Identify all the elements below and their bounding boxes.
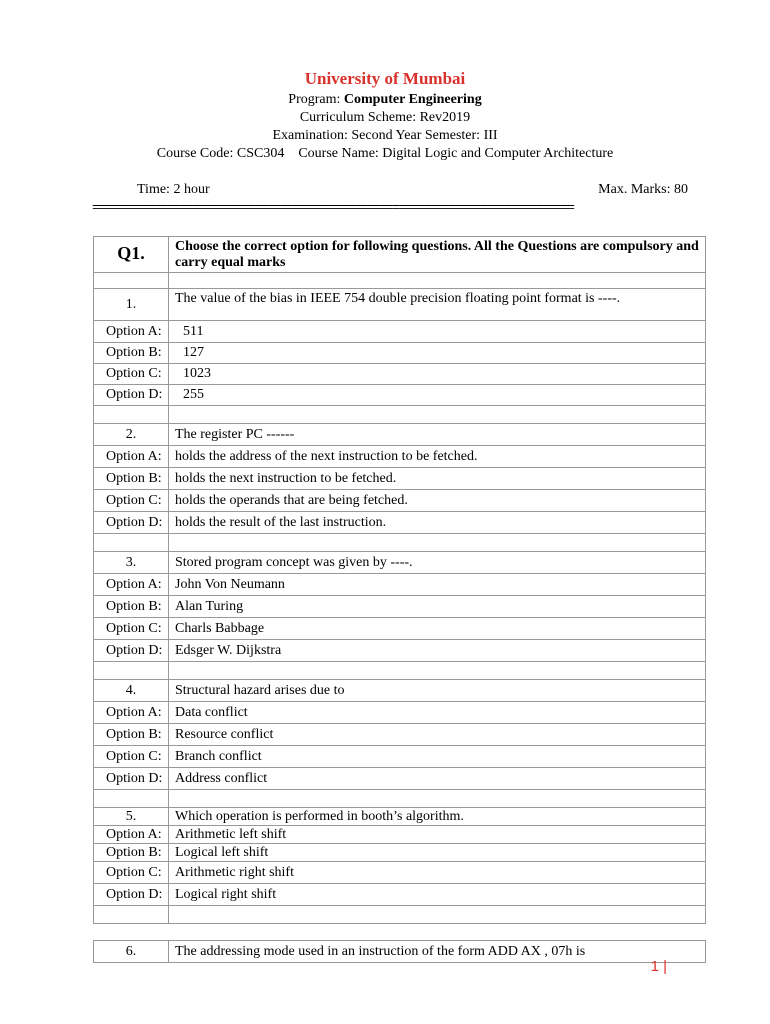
option-text: Logical right shift bbox=[169, 884, 706, 906]
option-row bbox=[94, 490, 706, 512]
exam-time: Time: 2 hour bbox=[137, 182, 210, 197]
option-label: Option D: bbox=[94, 640, 169, 662]
q1-instruction: Choose the correct option for following questions. All the Questions are compulsory and carry equal marks bbox=[169, 237, 706, 273]
option-label: Option B: bbox=[94, 343, 169, 364]
option-label: Option C: bbox=[94, 618, 169, 640]
curriculum-scheme: Curriculum Scheme: Rev2019 bbox=[299, 110, 471, 125]
course-line: Course Code: CSC304 Course Name: Digital Logic and Computer Architecture bbox=[156, 146, 614, 161]
option-text: Resource conflict bbox=[169, 724, 706, 746]
option-row bbox=[94, 884, 706, 906]
question-number: 6. bbox=[94, 941, 169, 963]
university-title: University of Mumbai bbox=[304, 69, 466, 88]
option-label: Option B: bbox=[94, 596, 169, 618]
option-label: Option B: bbox=[94, 844, 169, 862]
option-text: Arithmetic left shift bbox=[169, 826, 706, 844]
option-text: 511 bbox=[169, 321, 706, 343]
option-row bbox=[94, 385, 706, 406]
option-text: Address conflict bbox=[169, 768, 706, 790]
option-text: holds the operands that are being fetched. bbox=[169, 490, 706, 512]
option-label: Option A: bbox=[94, 446, 169, 468]
option-text: Data conflict bbox=[169, 702, 706, 724]
option-label: Option B: bbox=[94, 468, 169, 490]
question-number: 2. bbox=[94, 424, 169, 446]
spacer-row bbox=[94, 534, 706, 552]
option-label: Option A: bbox=[94, 321, 169, 343]
option-row bbox=[94, 826, 706, 844]
question-text: The addressing mode used in an instruction of the form ADD AX , 07h is bbox=[169, 941, 706, 963]
option-label: Option D: bbox=[94, 884, 169, 906]
option-label: Option D: bbox=[94, 385, 169, 406]
question-number: 5. bbox=[94, 808, 169, 826]
spacer-row bbox=[94, 406, 706, 424]
examination-line: Examination: Second Year Semester: III bbox=[272, 128, 498, 143]
question-text: Which operation is performed in booth’s algorithm. bbox=[169, 808, 706, 826]
option-label: Option C: bbox=[94, 746, 169, 768]
option-row bbox=[94, 364, 706, 385]
option-label: Option B: bbox=[94, 724, 169, 746]
option-row bbox=[94, 468, 706, 490]
option-row bbox=[94, 574, 706, 596]
option-row bbox=[94, 862, 706, 884]
question-row bbox=[94, 808, 706, 826]
question-number: 4. bbox=[94, 680, 169, 702]
option-text: Alan Turing bbox=[169, 596, 706, 618]
question-text: The register PC ------ bbox=[169, 424, 706, 446]
option-row bbox=[94, 512, 706, 534]
option-row bbox=[94, 702, 706, 724]
option-text: Edsger W. Dijkstra bbox=[169, 640, 706, 662]
page-number: 1 | bbox=[650, 958, 667, 975]
spacer-row bbox=[94, 273, 706, 289]
option-text: Arithmetic right shift bbox=[169, 862, 706, 884]
option-row bbox=[94, 343, 706, 364]
option-text: Logical left shift bbox=[169, 844, 706, 862]
option-row bbox=[94, 844, 706, 862]
questions-table bbox=[93, 236, 706, 924]
spacer-row bbox=[94, 906, 706, 924]
option-text: 255 bbox=[169, 385, 706, 406]
exam-header bbox=[0, 70, 770, 163]
option-text: Branch conflict bbox=[169, 746, 706, 768]
option-label: Option D: bbox=[94, 768, 169, 790]
option-text: holds the result of the last instruction. bbox=[169, 512, 706, 534]
question-number: 1. bbox=[94, 289, 169, 321]
option-label: Option C: bbox=[94, 364, 169, 385]
option-row bbox=[94, 768, 706, 790]
option-label: Option A: bbox=[94, 574, 169, 596]
spacer-row bbox=[94, 662, 706, 680]
option-label: Option A: bbox=[94, 826, 169, 844]
option-text: holds the address of the next instruction to be fetched. bbox=[169, 446, 706, 468]
option-row bbox=[94, 640, 706, 662]
option-row bbox=[94, 446, 706, 468]
program-line bbox=[0, 91, 770, 109]
option-row bbox=[94, 746, 706, 768]
option-text: John Von Neumann bbox=[169, 574, 706, 596]
question-6-table bbox=[93, 940, 706, 963]
spacer-row bbox=[94, 790, 706, 808]
question-number: 3. bbox=[94, 552, 169, 574]
program-label: Program: bbox=[288, 92, 344, 107]
max-marks: Max. Marks: 80 bbox=[598, 182, 688, 197]
option-row bbox=[94, 596, 706, 618]
question-text: The value of the bias in IEEE 754 double precision floating point format is ----. bbox=[169, 289, 706, 321]
question-row bbox=[94, 941, 706, 963]
q1-header-row bbox=[94, 237, 706, 273]
option-text: 1023 bbox=[169, 364, 706, 385]
option-label: Option C: bbox=[94, 862, 169, 884]
option-text: holds the next instruction to be fetched. bbox=[169, 468, 706, 490]
option-row bbox=[94, 724, 706, 746]
option-row bbox=[94, 321, 706, 343]
question-text: Structural hazard arises due to bbox=[169, 680, 706, 702]
question-text: Stored program concept was given by ----. bbox=[169, 552, 706, 574]
option-text: Charls Babbage bbox=[169, 618, 706, 640]
option-row bbox=[94, 618, 706, 640]
option-label: Option D: bbox=[94, 512, 169, 534]
option-text: 127 bbox=[169, 343, 706, 364]
question-row bbox=[94, 424, 706, 446]
program-value: Computer Engineering bbox=[343, 92, 482, 107]
question-row bbox=[94, 552, 706, 574]
question-row bbox=[94, 680, 706, 702]
q1-label-cell bbox=[94, 237, 169, 273]
q1-label: Q1. bbox=[117, 243, 145, 263]
option-label: Option A: bbox=[94, 702, 169, 724]
question-row bbox=[94, 289, 706, 321]
option-label: Option C: bbox=[94, 490, 169, 512]
separator-line: ============================================================================= bbox=[92, 200, 574, 215]
